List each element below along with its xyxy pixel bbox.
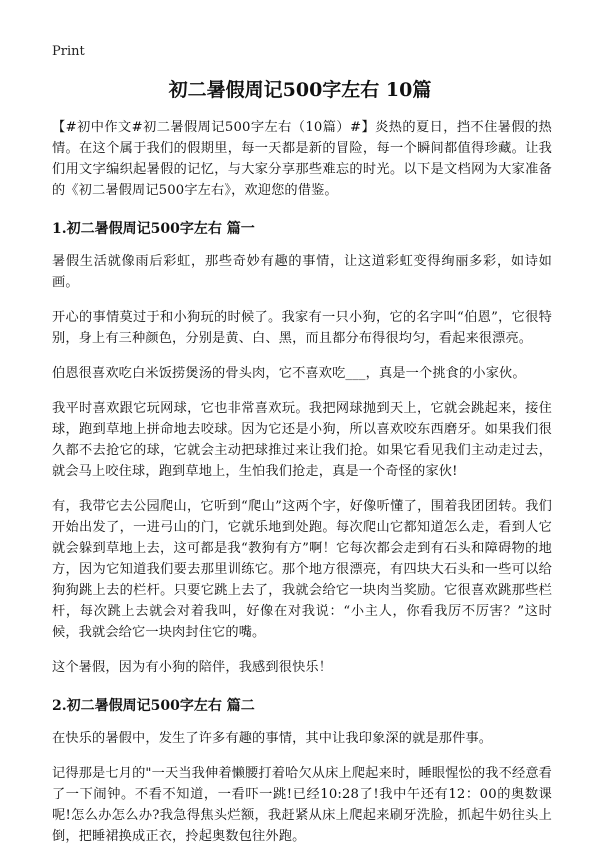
section-2-paragraph-2: 记得那是七月的"一天当我伸着懒腰打着哈欠从床上爬起来时，睡眼惺忪的我不经意看了一下闹钟。不看不知道，一看吓一跳!已经10:28了!我中午还有12：00的奥数课呢!怎么办怎么办?我急得焦头烂额，我赶紧从床上爬起来刷牙洗脸，抓起牛奶往头上倒，把睡裙换成正衣，拎起奥数包往外跑。 <box>52 766 552 844</box>
document-title: 初二暑假周记500字左右 10篇 <box>168 79 432 101</box>
intro-paragraph: 【#初中作文#初二暑假周记500字左右（10篇）#】炎热的夏日，挡不住暑假的热情。在这个属于我们的假期里，每一天都是新的冒险，每一个瞬间都值得珍藏。让我们用文字编织起暑假的记忆，与大家分享那些难忘的时光。以下是文档网为大家准备的《初二暑假周记500字左右》，欢迎您的借鉴。 <box>52 120 552 198</box>
section-1-paragraph-1: 暑假生活就像雨后彩虹，那些奇妙有趣的事情，让这道彩虹变得绚丽多彩，如诗如画。 <box>52 254 552 290</box>
section-1-paragraph-2: 开心的事情莫过于和小狗玩的时候了。我家有一只小狗，它的名字叫“伯恩”，它很特别，身上有三种颜色，分别是黄、白、黑，而且都分布得很均匀，看起来很漂亮。 <box>52 310 552 346</box>
section-1-heading: 1.初二暑假周记500字左右 篇一 <box>52 221 255 237</box>
section-1-paragraph-5: 有，我带它去公园爬山，它听到“爬山”这两个字，好像听懂了，围着我团团转。我们开始出发了，一进弓山的门，它就乐地到处跑。每次爬山它都知道怎么走，看到人它就会躲到草地上去，这可都是我“教狗有方”啊！它每次都会走到有石头和障碍物的地方，因为它知道我们要去那里训练它。那个地方很漂亮，有四块大石头和一些可以给狗狗跳上去的栏杆。只要它跳上去了，我就会给它一块肉当奖励。它很喜欢跳那些栏杆，每次跳上去就会对着我叫，好像在对我说：“小主人，你看我厉不厉害？”这时候，我就会给它一块肉封住它的嘴。 <box>52 499 552 640</box>
print-link[interactable]: Print <box>52 44 85 59</box>
document-body <box>52 117 552 847</box>
section-1-paragraph-6: 这个暑假，因为有小狗的陪伴，我感到很快乐！ <box>52 660 333 675</box>
section-2-heading: 2.初二暑假周记500字左右 篇二 <box>52 698 255 714</box>
section-1-paragraph-3: 伯恩很喜欢吃白米饭捞煲汤的骨头肉，它不喜欢吃___，真是一个挑食的小家伙。 <box>52 366 526 381</box>
section-2-paragraph-1: 在快乐的暑假中，发生了许多有趣的事情，其中让我印象深的就是那件事。 <box>52 731 493 746</box>
section-1-paragraph-4: 我平时喜欢跟它玩网球，它也非常喜欢玩。我把网球抛到天上，它就会跳起来，接住球，跑到草地上拼命地去咬球。因为它还是小狗，所以喜欢咬东西磨牙。如果我们很久都不去抢它的球，它就会主动把球推过来让我们抢。如果它看见我们主动走过去，就会马上咬住球，跑到草地上，生怕我们抢走，真是一个奇怪的家伙! <box>52 401 552 479</box>
